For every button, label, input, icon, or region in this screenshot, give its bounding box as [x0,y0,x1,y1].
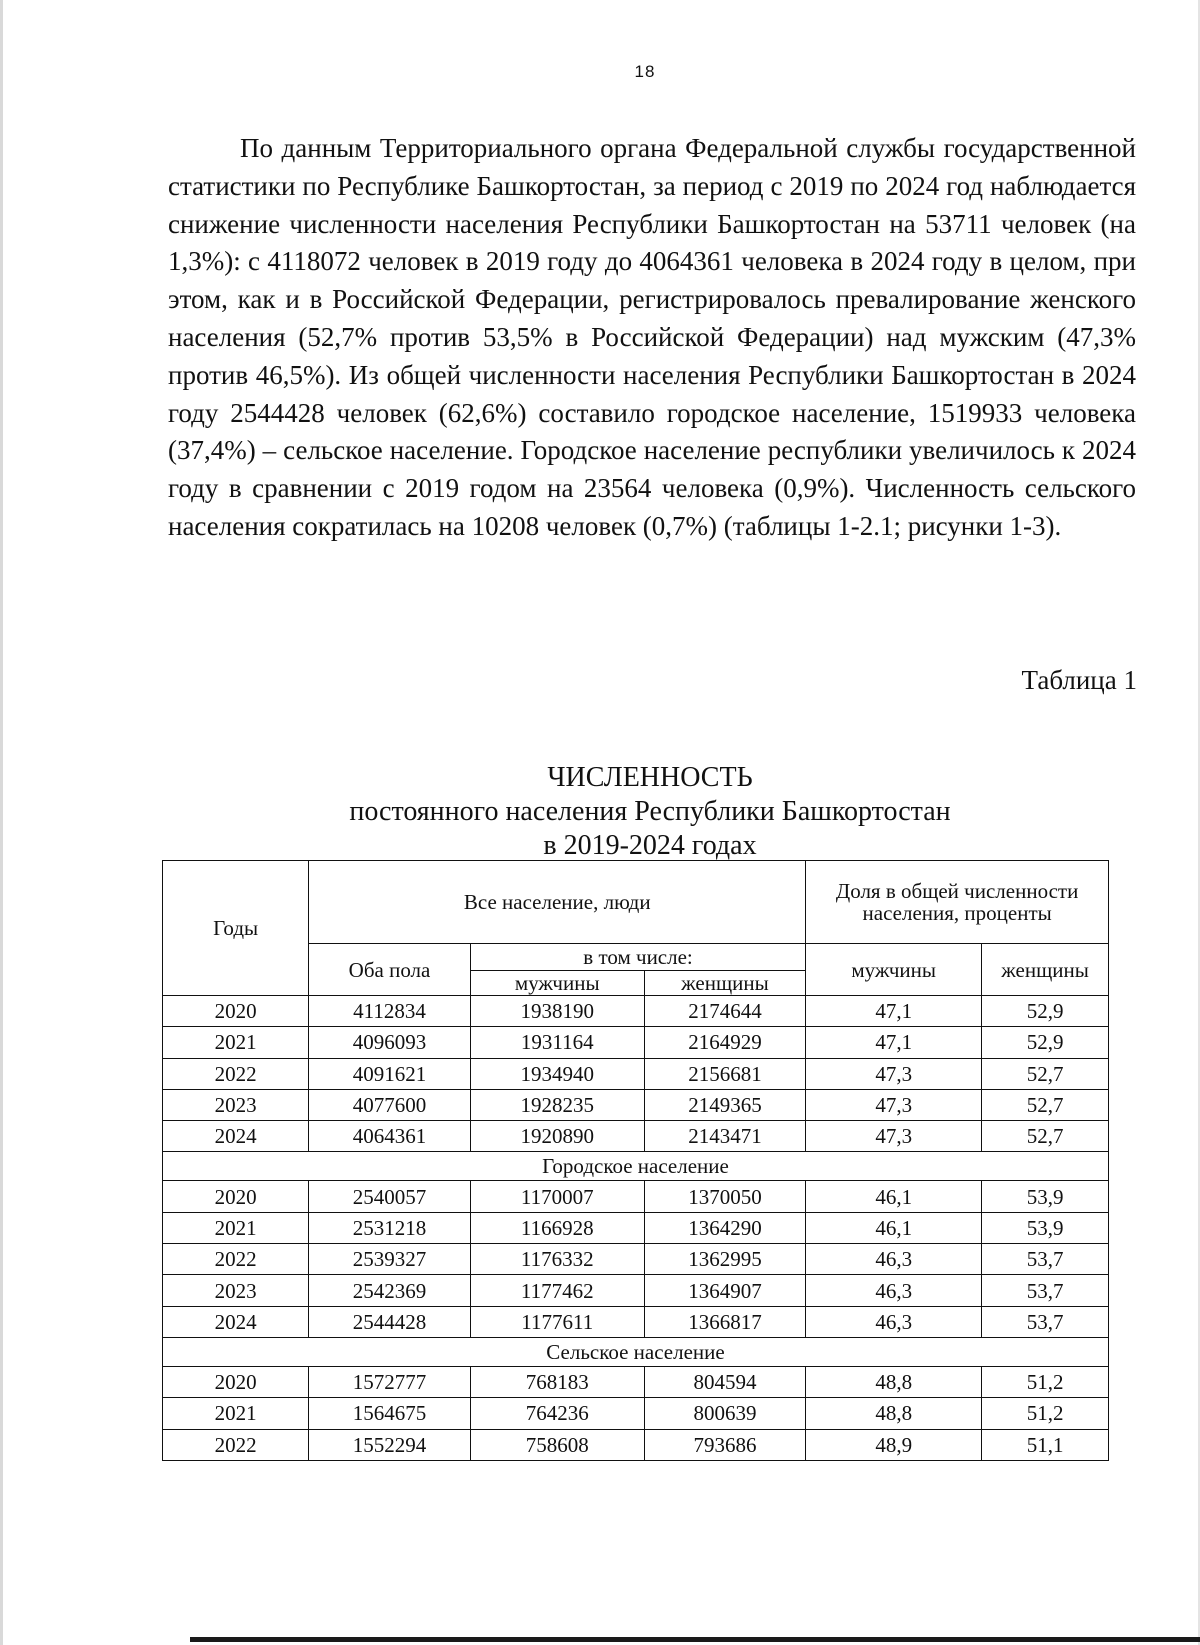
cell-share-men: 46,3 [806,1244,982,1275]
cell-men: 1938190 [470,996,644,1027]
cell-both-sexes: 1552294 [309,1429,471,1460]
cell-both-sexes: 4091621 [309,1058,471,1089]
section-row [163,1152,1109,1181]
cell-men: 1176332 [470,1244,644,1275]
header-years: Годы [163,861,309,996]
cell-men: 1177611 [470,1306,644,1337]
cell-share-women: 52,7 [982,1121,1109,1152]
header-men: мужчины [470,971,644,996]
cell-share-men: 46,3 [806,1306,982,1337]
cell-year: 2024 [163,1306,309,1337]
table-row [163,1429,1109,1460]
cell-both-sexes: 4112834 [309,996,471,1027]
table-row [163,1275,1109,1306]
cell-women: 804594 [644,1366,806,1397]
cell-share-men: 47,3 [806,1121,982,1152]
cell-both-sexes: 2540057 [309,1181,471,1212]
table-row [163,1089,1109,1120]
table-row [163,1398,1109,1429]
cell-women: 1370050 [644,1181,806,1212]
cell-men: 1920890 [470,1121,644,1152]
cell-share-men: 48,8 [806,1398,982,1429]
table-row [163,1121,1109,1152]
cell-both-sexes: 2531218 [309,1212,471,1243]
table-header-row [163,861,1109,944]
cell-share-women: 52,7 [982,1089,1109,1120]
table-row [163,996,1109,1027]
cell-share-women: 53,7 [982,1275,1109,1306]
table-row [163,1244,1109,1275]
cell-share-women: 52,9 [982,996,1109,1027]
page-number: 18 [634,62,656,81]
cell-share-men: 47,1 [806,996,982,1027]
table-row [163,1181,1109,1212]
cell-share-women: 51,2 [982,1398,1109,1429]
cell-share-men: 46,3 [806,1275,982,1306]
cell-both-sexes: 4096093 [309,1027,471,1058]
cell-men: 1166928 [470,1212,644,1243]
cell-year: 2023 [163,1089,309,1120]
cell-both-sexes: 1564675 [309,1398,471,1429]
table-row [163,1366,1109,1397]
section-row [163,1337,1109,1366]
cell-both-sexes: 1572777 [309,1366,471,1397]
cell-share-women: 51,2 [982,1366,1109,1397]
scan-bottom-line [190,1637,1200,1642]
cell-year: 2020 [163,1366,309,1397]
cell-share-men: 46,1 [806,1181,982,1212]
cell-women: 2149365 [644,1089,806,1120]
section-label-urban: Городское население [163,1152,1109,1181]
cell-year: 2024 [163,1121,309,1152]
cell-year: 2020 [163,996,309,1027]
header-women: женщины [644,971,806,996]
cell-share-men: 48,8 [806,1366,982,1397]
cell-both-sexes: 2544428 [309,1306,471,1337]
cell-year: 2022 [163,1058,309,1089]
population-table [162,860,1109,1461]
cell-men: 764236 [470,1398,644,1429]
cell-women: 2156681 [644,1058,806,1089]
header-both-sexes: Оба пола [309,944,471,996]
page-edge-left [0,0,3,1645]
cell-women: 1366817 [644,1306,806,1337]
cell-women: 2174644 [644,996,806,1027]
table-row [163,1027,1109,1058]
table-title-main: ЧИСЛЕННОСТЬ [547,762,753,793]
table-title-subtitle: постоянного населения Республики Башкортостан [349,796,951,827]
cell-women: 800639 [644,1398,806,1429]
cell-year: 2021 [163,1212,309,1243]
cell-share-men: 47,3 [806,1058,982,1089]
cell-share-men: 46,1 [806,1212,982,1243]
header-share-women: женщины [982,944,1109,996]
cell-women: 1364907 [644,1275,806,1306]
cell-both-sexes: 4077600 [309,1089,471,1120]
table-body [163,996,1109,1461]
cell-share-men: 48,9 [806,1429,982,1460]
cell-men: 768183 [470,1366,644,1397]
cell-share-men: 47,3 [806,1089,982,1120]
section-label-rural: Сельское население [163,1337,1109,1366]
cell-women: 2164929 [644,1027,806,1058]
cell-men: 1170007 [470,1181,644,1212]
cell-share-women: 53,7 [982,1306,1109,1337]
cell-share-women: 51,1 [982,1429,1109,1460]
cell-share-women: 53,7 [982,1244,1109,1275]
table-row [163,1058,1109,1089]
cell-women: 2143471 [644,1121,806,1152]
cell-share-women: 52,7 [982,1058,1109,1089]
cell-men: 758608 [470,1429,644,1460]
cell-both-sexes: 4064361 [309,1121,471,1152]
cell-men: 1928235 [470,1089,644,1120]
table-row [163,1212,1109,1243]
cell-year: 2022 [163,1429,309,1460]
cell-share-women: 53,9 [982,1212,1109,1243]
body-paragraph: По данным Территориального органа Федеральной службы государственной статистики по Республике Башкортостан, за период с 2019 по 2024 год наблюдается снижение численности населения Республики Башкортостан на 53711 человек (на 1,3%): с 4118072 человек в 2019 году до 4064361 человека в 2024 году в целом, при этом, как и в Российской Федерации, регистрировалось превалирование женского населения (52,7% против 53,5% в Российской Федерации) над мужским (47,3% против 46,5%). Из общей численности населения Республики Башкортостан в 2024 году 2544428 человек (62,6%) составило городское население, 1519933 человека (37,4%) – сельское население. Городское население республики увеличилось к 2024 году в сравнении с 2019 годом на 23564 человека (0,9%). Численность сельского населения сократилась на 10208 человек (0,7%) (таблицы 1-2.1; рисунки 1-3). [168,133,1136,541]
cell-both-sexes: 2539327 [309,1244,471,1275]
cell-share-men: 47,1 [806,1027,982,1058]
cell-year: 2021 [163,1398,309,1429]
cell-year: 2023 [163,1275,309,1306]
header-including: в том числе: [470,944,805,971]
cell-men: 1177462 [470,1275,644,1306]
cell-share-women: 53,9 [982,1181,1109,1212]
cell-both-sexes: 2542369 [309,1275,471,1306]
cell-women: 1362995 [644,1244,806,1275]
header-share: Доля в общей численности населения, проценты [806,861,1109,944]
table-title-period: в 2019-2024 годах [543,830,757,861]
cell-women: 1364290 [644,1212,806,1243]
cell-year: 2020 [163,1181,309,1212]
table-row [163,1306,1109,1337]
header-share-men: мужчины [806,944,982,996]
cell-women: 793686 [644,1429,806,1460]
cell-year: 2021 [163,1027,309,1058]
header-all-population: Все население, люди [309,861,806,944]
cell-men: 1931164 [470,1027,644,1058]
cell-share-women: 52,9 [982,1027,1109,1058]
cell-men: 1934940 [470,1058,644,1089]
table-label: Таблица 1 [1021,665,1137,695]
cell-year: 2022 [163,1244,309,1275]
